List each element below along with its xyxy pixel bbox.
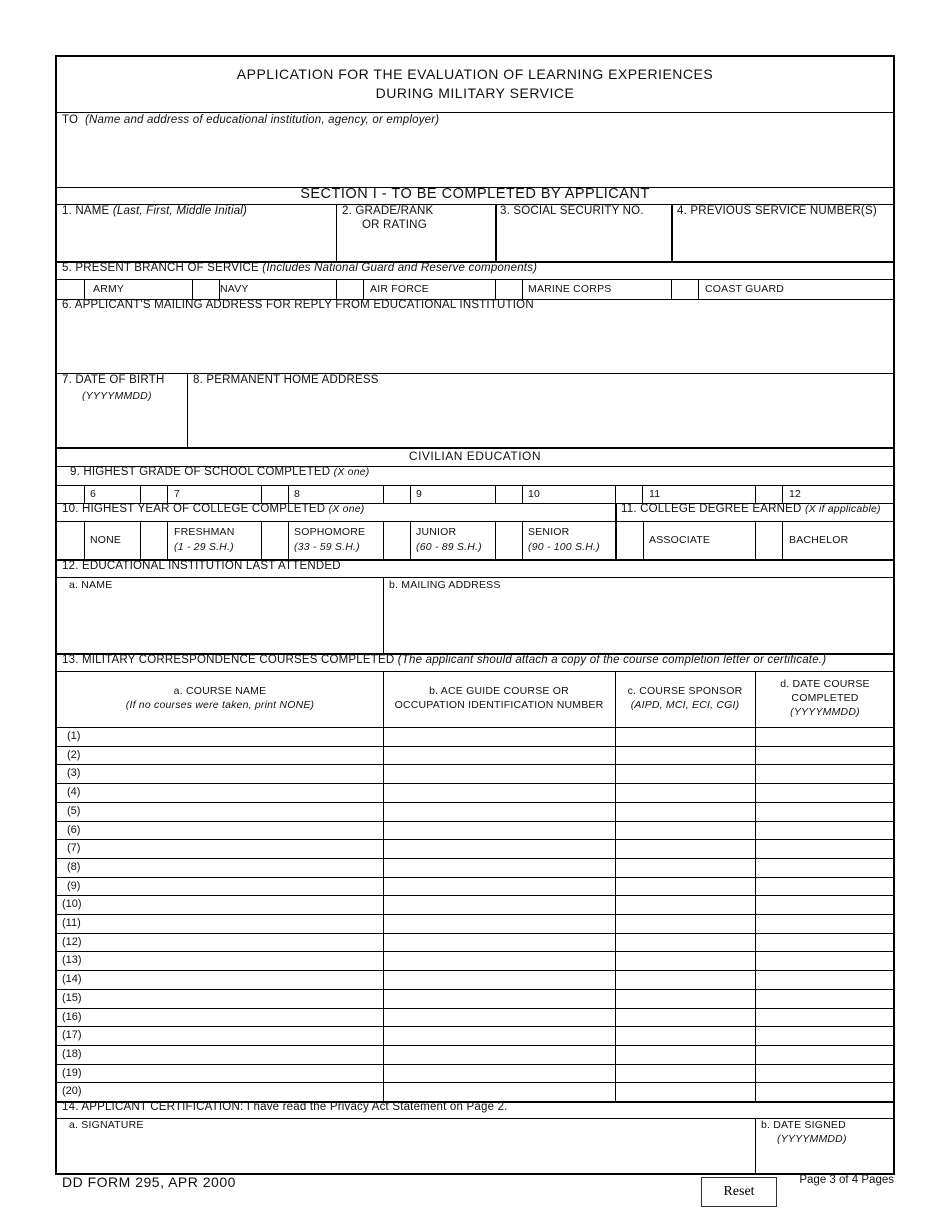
course-sponsor-cell[interactable] xyxy=(617,934,753,951)
col-date-header: d. DATE COURSE xyxy=(780,678,870,690)
reset-button[interactable]: Reset xyxy=(701,1177,777,1207)
form-title-line1: APPLICATION FOR THE EVALUATION OF LEARNING EXPERIENCES xyxy=(236,66,714,82)
grade-8-label: 8 xyxy=(294,488,301,500)
page-number: Page 3 of 4 Pages xyxy=(799,1174,894,1186)
college-junior-hours: (60 - 89 S.H.) xyxy=(416,541,482,553)
course-sponsor-cell[interactable] xyxy=(617,1027,753,1044)
course-row-number: (15) xyxy=(62,991,82,1004)
col-course-name-hint: (If no courses were taken, print NONE) xyxy=(125,699,315,711)
date-completed-cell[interactable] xyxy=(757,840,891,857)
branch-army-checkbox[interactable] xyxy=(57,279,85,299)
course-name-cell[interactable] xyxy=(85,784,381,801)
date-completed-cell[interactable] xyxy=(757,915,891,932)
course-name-cell[interactable] xyxy=(85,803,381,820)
civilian-education-title: CIVILIAN EDUCATION xyxy=(408,449,542,463)
branch-marine-corps-label: MARINE CORPS xyxy=(528,283,612,295)
item3-label: 3. SOCIAL SECURITY NO. xyxy=(500,205,644,217)
ace-guide-cell[interactable] xyxy=(385,934,613,951)
course-name-cell[interactable] xyxy=(85,1046,381,1063)
date-completed-cell[interactable] xyxy=(757,1046,891,1063)
grade-8-checkbox[interactable] xyxy=(261,485,289,503)
date-signed-label: b. DATE SIGNED xyxy=(761,1119,846,1131)
date-completed-cell[interactable] xyxy=(757,896,891,913)
ace-guide-cell[interactable] xyxy=(385,990,613,1007)
date-completed-cell[interactable] xyxy=(757,784,891,801)
date-completed-cell[interactable] xyxy=(757,878,891,895)
institution-name-field[interactable] xyxy=(61,595,381,651)
ace-guide-cell[interactable] xyxy=(385,971,613,988)
ace-guide-cell[interactable] xyxy=(385,1046,613,1063)
course-name-cell[interactable] xyxy=(85,1009,381,1026)
grade-12-checkbox[interactable] xyxy=(755,485,783,503)
date-completed-cell[interactable] xyxy=(757,971,891,988)
branch-navy-checkbox[interactable] xyxy=(192,279,220,299)
date-of-birth-field[interactable] xyxy=(61,407,185,445)
course-row-number: (4) xyxy=(67,786,81,799)
course-sponsor-cell[interactable] xyxy=(617,990,753,1007)
course-sponsor-cell[interactable] xyxy=(617,822,753,839)
course-row-number: (18) xyxy=(62,1047,82,1060)
course-name-cell[interactable] xyxy=(85,915,381,932)
grade-6-checkbox[interactable] xyxy=(57,485,85,503)
name-field[interactable] xyxy=(61,223,333,259)
course-name-cell[interactable] xyxy=(85,1027,381,1044)
ace-guide-cell[interactable] xyxy=(385,840,613,857)
college-freshman-hours: (1 - 29 S.H.) xyxy=(174,541,234,553)
college-freshman-checkbox[interactable] xyxy=(140,521,168,559)
degree-bachelor-checkbox[interactable] xyxy=(755,521,783,559)
course-sponsor-cell[interactable] xyxy=(617,840,753,857)
grade-10-checkbox[interactable] xyxy=(495,485,523,503)
college-junior-label: JUNIOR xyxy=(416,526,457,538)
ace-guide-cell[interactable] xyxy=(385,878,613,895)
ace-guide-cell[interactable] xyxy=(385,728,613,745)
course-name-cell[interactable] xyxy=(85,896,381,913)
course-row-number: (17) xyxy=(62,1029,82,1042)
college-sophomore-checkbox[interactable] xyxy=(261,521,289,559)
date-completed-cell[interactable] xyxy=(757,952,891,969)
grade-7-checkbox[interactable] xyxy=(140,485,168,503)
item4-label: 4. PREVIOUS SERVICE NUMBER(S) xyxy=(677,205,877,217)
course-name-cell[interactable] xyxy=(85,747,381,764)
branch-coast-guard-label: COAST GUARD xyxy=(705,283,785,295)
college-senior-hours: (90 - 100 S.H.) xyxy=(528,541,600,553)
item12b-label: b. MAILING ADDRESS xyxy=(389,579,501,591)
col-sponsor-header: c. COURSE SPONSOR xyxy=(627,685,743,697)
course-sponsor-cell[interactable] xyxy=(617,1065,753,1082)
ace-guide-cell[interactable] xyxy=(385,765,613,782)
ace-guide-cell[interactable] xyxy=(385,896,613,913)
course-sponsor-cell[interactable] xyxy=(617,859,753,876)
item2-label-line2: OR RATING xyxy=(362,219,427,231)
course-sponsor-cell[interactable] xyxy=(617,952,753,969)
degree-associate-label: ASSOCIATE xyxy=(649,534,711,546)
grade-11-checkbox[interactable] xyxy=(615,485,643,503)
item7-label: 7. DATE OF BIRTH xyxy=(62,374,165,386)
date-signed-hint: (YYYYMMDD) xyxy=(777,1133,847,1145)
item2-label: 2. GRADE/RANK xyxy=(342,205,434,217)
course-name-cell[interactable] xyxy=(85,971,381,988)
form-identifier: DD FORM 295, APR 2000 xyxy=(62,1174,236,1190)
ace-guide-cell[interactable] xyxy=(385,1083,613,1100)
date-completed-cell[interactable] xyxy=(757,934,891,951)
ace-guide-cell[interactable] xyxy=(385,803,613,820)
college-junior-checkbox[interactable] xyxy=(383,521,411,559)
ace-guide-cell[interactable] xyxy=(385,915,613,932)
course-name-cell[interactable] xyxy=(85,840,381,857)
ace-guide-cell[interactable] xyxy=(385,1065,613,1082)
col-ace-guide-header: b. ACE GUIDE COURSE OR xyxy=(429,685,569,697)
date-completed-cell[interactable] xyxy=(757,1083,891,1100)
col-date-hint: (YYYYMMDD) xyxy=(790,706,860,718)
course-name-cell[interactable] xyxy=(85,990,381,1007)
ace-guide-cell[interactable] xyxy=(385,952,613,969)
ace-guide-cell[interactable] xyxy=(385,1027,613,1044)
course-row-number: (6) xyxy=(67,823,81,836)
college-senior-checkbox[interactable] xyxy=(495,521,523,559)
course-row-number: (16) xyxy=(62,1010,82,1023)
ssn-field[interactable] xyxy=(499,223,669,259)
col-sponsor-hint: (AIPD, MCI, ECI, CGI) xyxy=(630,699,740,711)
course-row-number: (12) xyxy=(62,935,82,948)
grade-9-label: 9 xyxy=(416,488,423,500)
course-row-number: (11) xyxy=(62,917,81,929)
ace-guide-cell[interactable] xyxy=(385,822,613,839)
course-name-cell[interactable] xyxy=(85,878,381,895)
item9-label: 9. HIGHEST GRADE OF SCHOOL COMPLETED (X one) xyxy=(70,466,370,478)
course-sponsor-cell[interactable] xyxy=(617,1083,753,1100)
form-title-line2: DURING MILITARY SERVICE xyxy=(375,85,575,101)
branch-navy-label: NAVY xyxy=(220,283,249,295)
degree-bachelor-label: BACHELOR xyxy=(789,534,849,546)
to-address-field[interactable] xyxy=(61,131,891,185)
date-completed-cell[interactable] xyxy=(757,990,891,1007)
college-senior-label: SENIOR xyxy=(528,526,570,538)
course-row-number: (14) xyxy=(62,973,82,986)
institution-address-field[interactable] xyxy=(387,595,891,651)
ace-guide-cell[interactable] xyxy=(385,859,613,876)
item13-label: 13. MILITARY CORRESPONDENCE COURSES COMPLETED (The applicant should attach a copy of the course completion letter or certificate.) xyxy=(62,654,827,666)
form-container xyxy=(55,55,895,1175)
course-sponsor-cell[interactable] xyxy=(617,1009,753,1026)
date-completed-cell[interactable] xyxy=(757,728,891,745)
degree-associate-checkbox[interactable] xyxy=(616,521,644,559)
grade-10-label: 10 xyxy=(528,488,541,500)
course-name-cell[interactable] xyxy=(85,1083,381,1100)
col-course-name-header: a. COURSE NAME xyxy=(173,685,267,697)
mailing-address-field[interactable] xyxy=(61,316,891,372)
course-sponsor-cell[interactable] xyxy=(617,1046,753,1063)
grade-9-checkbox[interactable] xyxy=(383,485,411,503)
branch-air-force-label: AIR FORCE xyxy=(370,283,429,295)
course-row-number: (2) xyxy=(67,748,81,761)
course-row-number: (1) xyxy=(67,730,81,742)
date-completed-cell[interactable] xyxy=(757,765,891,782)
course-row-number: (8) xyxy=(67,860,81,873)
course-name-cell[interactable] xyxy=(85,728,381,745)
signature-label: a. SIGNATURE xyxy=(69,1119,144,1131)
course-row-number: (20) xyxy=(62,1085,82,1098)
grade-11-label: 11 xyxy=(649,488,661,500)
to-label: TO (Name and address of educational institution, agency, or employer) xyxy=(62,114,440,126)
course-row-number: (19) xyxy=(62,1066,82,1079)
item14-label: 14. APPLICANT CERTIFICATION: I have read the Privacy Act Statement on Page 2. xyxy=(62,1101,508,1113)
branch-marine-corps-checkbox[interactable] xyxy=(495,279,523,299)
item11-label: 11. COLLEGE DEGREE EARNED (X if applicable) xyxy=(621,503,881,515)
branch-army-label: ARMY xyxy=(93,283,125,295)
course-sponsor-cell[interactable] xyxy=(617,765,753,782)
course-sponsor-cell[interactable] xyxy=(617,878,753,895)
course-sponsor-cell[interactable] xyxy=(617,896,753,913)
course-row-number: (10) xyxy=(62,898,82,911)
grade-6-label: 6 xyxy=(90,488,97,500)
item8-label: 8. PERMANENT HOME ADDRESS xyxy=(193,374,379,386)
col-ace-guide-header-line2: OCCUPATION IDENTIFICATION NUMBER xyxy=(394,699,604,711)
college-sophomore-label: SOPHOMORE xyxy=(294,526,366,538)
course-row-number: (3) xyxy=(67,767,81,780)
date-completed-cell[interactable] xyxy=(757,822,891,839)
date-completed-cell[interactable] xyxy=(757,747,891,764)
item5-label: 5. PRESENT BRANCH OF SERVICE (Includes National Guard and Reserve components) xyxy=(62,262,538,274)
branch-coast-guard-checkbox[interactable] xyxy=(671,279,699,299)
item7-hint: (YYYYMMDD) xyxy=(82,390,152,402)
course-row-number: (9) xyxy=(67,879,81,892)
course-sponsor-cell[interactable] xyxy=(617,784,753,801)
course-name-cell[interactable] xyxy=(85,952,381,969)
grade-12-label: 12 xyxy=(789,488,802,500)
ace-guide-cell[interactable] xyxy=(385,784,613,801)
date-completed-cell[interactable] xyxy=(757,803,891,820)
previous-service-number-field[interactable] xyxy=(675,223,891,259)
course-name-cell[interactable] xyxy=(85,859,381,876)
course-row-number: (5) xyxy=(67,804,81,817)
item10-label: 10. HIGHEST YEAR OF COLLEGE COMPLETED (X one) xyxy=(62,503,365,515)
ace-guide-cell[interactable] xyxy=(385,747,613,764)
grade-7-label: 7 xyxy=(174,488,181,500)
college-freshman-label: FRESHMAN xyxy=(174,526,235,538)
course-sponsor-cell[interactable] xyxy=(617,747,753,764)
course-name-cell[interactable] xyxy=(85,1065,381,1082)
signature-field[interactable] xyxy=(61,1135,753,1173)
course-sponsor-cell[interactable] xyxy=(617,915,753,932)
date-completed-cell[interactable] xyxy=(757,1065,891,1082)
date-completed-cell[interactable] xyxy=(757,1009,891,1026)
course-name-cell[interactable] xyxy=(85,765,381,782)
item1-label: 1. NAME (Last, First, Middle Initial) xyxy=(62,205,248,217)
section-1-title: SECTION I - TO BE COMPLETED BY APPLICANT xyxy=(300,186,650,202)
college-none-checkbox[interactable] xyxy=(57,521,85,559)
course-name-cell[interactable] xyxy=(85,822,381,839)
college-none-label: NONE xyxy=(90,534,122,546)
date-signed-field[interactable] xyxy=(759,1149,891,1173)
ace-guide-cell[interactable] xyxy=(385,1009,613,1026)
home-address-field[interactable] xyxy=(191,391,891,445)
course-sponsor-cell[interactable] xyxy=(617,728,753,745)
grade-rank-field[interactable] xyxy=(339,235,493,259)
branch-air-force-checkbox[interactable] xyxy=(336,279,364,299)
course-row-number: (7) xyxy=(67,842,81,855)
item6-label: 6. APPLICANT'S MAILING ADDRESS FOR REPLY FROM EDUCATIONAL INSTITUTION xyxy=(62,299,534,311)
item12a-label: a. NAME xyxy=(69,579,113,591)
item12-label: 12. EDUCATIONAL INSTITUTION LAST ATTENDED xyxy=(62,560,341,572)
col-date-header-line2: COMPLETED xyxy=(791,692,859,704)
date-completed-cell[interactable] xyxy=(757,1027,891,1044)
course-sponsor-cell[interactable] xyxy=(617,803,753,820)
date-completed-cell[interactable] xyxy=(757,859,891,876)
course-name-cell[interactable] xyxy=(85,934,381,951)
college-sophomore-hours: (33 - 59 S.H.) xyxy=(294,541,360,553)
course-sponsor-cell[interactable] xyxy=(617,971,753,988)
course-row-number: (13) xyxy=(62,954,82,967)
